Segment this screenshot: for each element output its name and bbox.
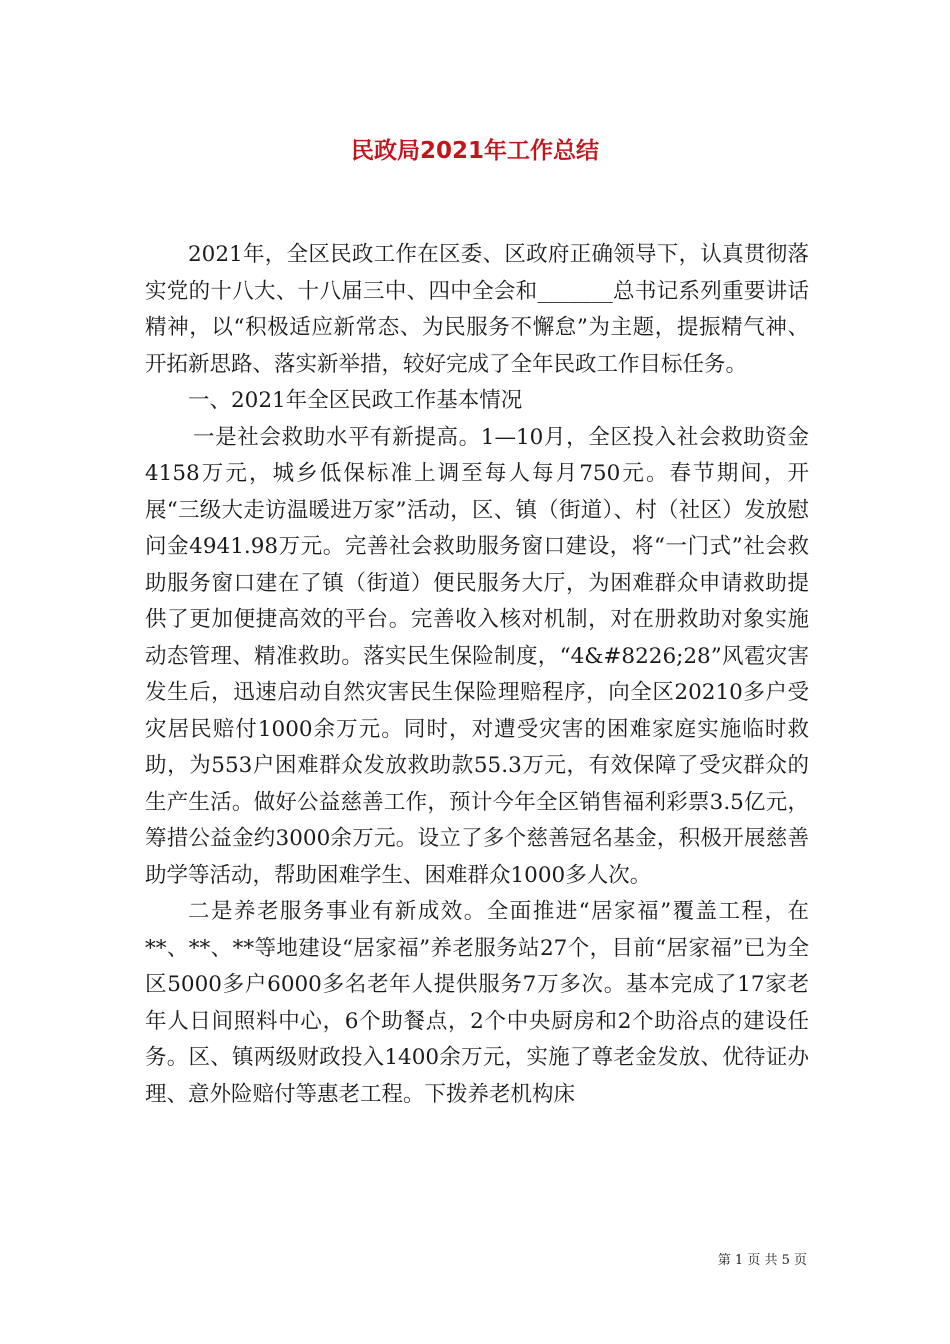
document-body [145, 237, 809, 1113]
social-assistance-paragraph: 一是社会救助水平有新提高。1—10月，全区投入社会救助资金4158万元，城乡低保标准上调至每人每月750元。春节期间，开展“三级大走访温暖进万家”活动，区、镇（街道）、村（社区）发放慰问金4941.98万元。完善社会救助服务窗口建设，将“一门式”社会救助服务窗口建在了镇（街道）便民服务大厅，为困难群众申请救助提供了更加便捷高效的平台。完善收入核对机制，对在册救助对象实施动态管理、精准救助。落实民生保险制度，“4&#8226;28”风雹灾害发生后，迅速启动自然灾害民生保险理赔程序，向全区20210多户受灾居民赔付1000余万元。同时，对遭受灾害的困难家庭实施临时救助，为553户困难群众发放救助款55.3万元，有效保障了受灾群众的生产生活。做好公益慈善工作，预计今年全区销售福利彩票3.5亿元，筹措公益金约3000余万元。设立了多个慈善冠名基金，积极开展慈善助学等活动，帮助困难学生、困难群众1000多人次。 [145, 424, 809, 888]
document-title: 民政局2021年工作总结 [350, 138, 599, 164]
intro-paragraph: 2021年，全区民政工作在区委、区政府正确领导下，认真贯彻落实党的十八大、十八届三中、四中全会和_______总书记系列重要讲话精神，以“积极适应新常态、为民服务不懈怠”为主题，提振精气神、开拓新思路、落实新举措，较好完成了全年民政工作目标任务。 [145, 242, 809, 377]
page-number: 第 1 页 共 5 页 [717, 1253, 807, 1268]
elderly-services-paragraph: 二是养老服务事业有新成效。全面推进“居家福”覆盖工程，在**、**、**等地建设“居家福”养老服务站27个，目前“居家福”已为全区5000多户6000多名老年人提供服务7万多次。基本完成了17家老年人日间照料中心，6个助餐点，2个中央厨房和2个助浴点的建设任务。区、镇两级财政投入1400余万元，实施了尊老金发放、优待证办理、意外险赔付等惠老工程。下拨养老机构床 [145, 899, 809, 1107]
section-heading: 一、2021年全区民政工作基本情况 [188, 388, 523, 413]
